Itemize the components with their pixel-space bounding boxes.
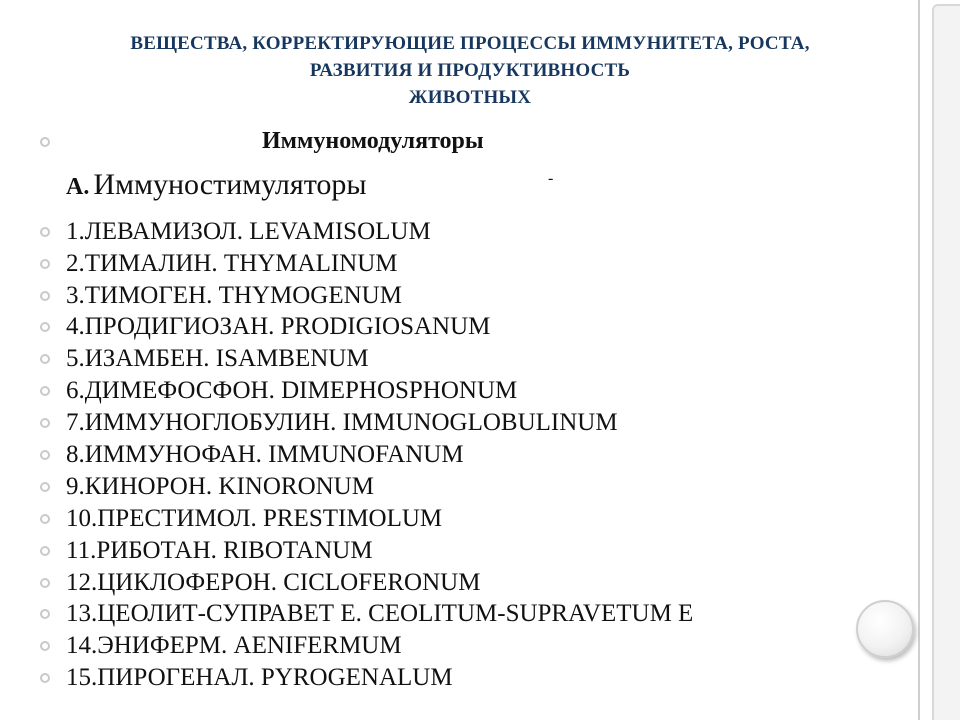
bullet-icon [40,546,50,556]
list-item: 12.ЦИКЛОФЕРОН. CICLOFERONUM [66,569,481,596]
bullet-icon [40,291,50,301]
bullet-icon [40,227,50,237]
dash-mark: - [548,170,554,187]
list-item: 2.ТИМАЛИН. THYMALINUM [66,250,398,277]
list-item: 8.ИММУНОФАН. IMMUNOFANUM [66,441,464,468]
decorative-circle [856,600,914,658]
bullet-icon [40,137,50,147]
section-heading: Иммуномодуляторы [262,128,484,154]
bullet-icon [40,354,50,364]
list-item: 1.ЛЕВАМИЗОЛ. LEVAMISOLUM [66,218,431,245]
frame-divider [918,0,920,720]
subsection-heading [66,168,367,202]
list-item: 13.ЦЕОЛИТ-СУПРАВЕТ Е. CEOLITUM-SUPRAVETUM E [66,600,694,627]
slide-title [40,30,900,111]
frame-side-panel [932,4,960,720]
list-item: 11.РИБОТАН. RIBOTANUM [66,537,373,564]
bullet-icon [40,322,50,332]
bullet-icon [40,418,50,428]
list-item: 4.ПРОДИГИОЗАН. PRODIGIOSANUM [66,313,491,340]
list-item: 15.ПИРОГЕНАЛ. PYROGENALUM [66,664,453,691]
bullet-icon [40,386,50,396]
title-line: ЖИВОТНЫХ [408,87,532,108]
bullet-icon [40,673,50,683]
bullet-icon [40,482,50,492]
list-item: 14.ЭНИФЕРМ. AENIFERMUM [66,632,402,659]
bullet-icon [40,609,50,619]
list-item: 5.ИЗАМБЕН. ISAMBENUM [66,345,369,372]
list-item: 7.ИММУНОГЛОБУЛИН. IMMUNOGLOBULINUM [66,409,618,436]
bullet-icon [40,450,50,460]
list-item: 9.КИНОРОН. KINORONUM [66,473,374,500]
subsection-title: Иммуностимуляторы [93,168,367,201]
list-item: 6.ДИМЕФОСФОН. DIMEPHOSPHONUM [66,377,518,404]
bullet-icon [40,514,50,524]
bullet-icon [40,641,50,651]
bullet-icon [40,578,50,588]
title-line: ВЕЩЕСТВА, КОРРЕКТИРУЮЩИЕ ПРОЦЕССЫ ИММУНИТЕТА, РОСТА, [130,33,810,54]
subsection-prefix: А. [66,174,90,200]
list-item: 3.ТИМОГЕН. THYMOGENUM [66,282,402,309]
bullet-icon [40,259,50,269]
list-item: 10.ПРЕСТИМОЛ. PRESTIMOLUM [66,505,443,532]
title-line: РАЗВИТИЯ И ПРОДУКТИВНОСТЬ [309,60,631,81]
